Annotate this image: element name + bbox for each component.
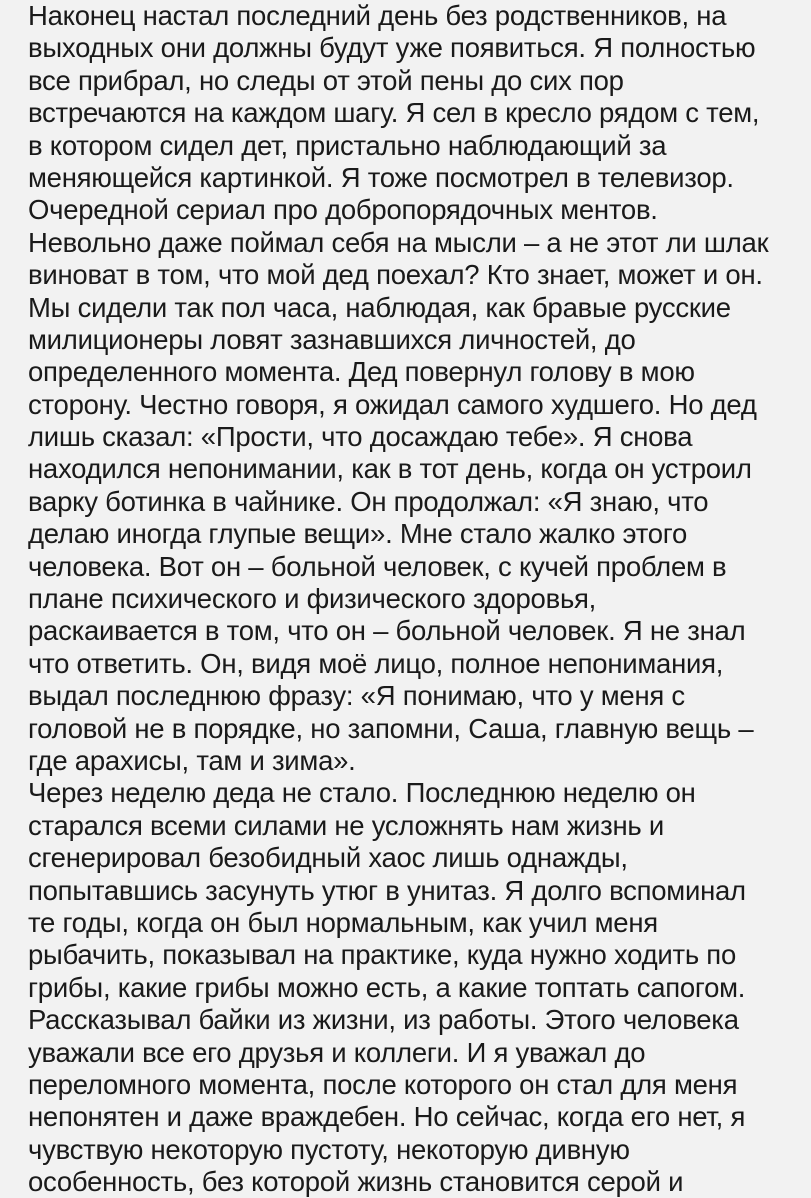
text-line: в котором сидел дет, пристально наблюдающий за — [28, 129, 667, 161]
text-line: рыбачить, показывал на практике, куда нужно ходить по — [28, 939, 736, 971]
text-line: человека. Вот он – больной человек, с кучей проблем в — [28, 550, 727, 582]
text-line: Мы сидели так пол часа, наблюдая, как бравые русские — [28, 291, 731, 323]
text-line: виноват в том, что мой дед поехал? Кто знает, может и он. — [28, 259, 763, 291]
story-text — [28, 0, 808, 1198]
text-line: переломного момента, после которого он стал для меня — [28, 1068, 738, 1100]
text-line: находился непонимании, как в тот день, когда он устроил — [28, 453, 752, 485]
text-line: раскаивается в том, что он – больной человек. Я не знал — [28, 615, 746, 647]
text-line: уважали все его друзья и коллеги. И я уважал до — [28, 1036, 646, 1068]
text-line: определенного момента. Дед повернул голову в мою — [28, 356, 695, 388]
text-line: сторону. Честно говоря, я ожидал самого худшего. Но дед — [28, 388, 757, 420]
text-line: Очередной сериал про добропорядочных ментов. — [28, 194, 658, 226]
text-line: головой не в порядке, но запомни, Саша, главную вещь – — [28, 712, 754, 744]
text-line: Через неделю деда не стало. Последнюю неделю он — [28, 777, 696, 809]
text-line: плане психического и физического здоровья, — [28, 583, 597, 615]
text-line: лишь сказал: «Прости, что досаждаю тебе». Я снова — [28, 421, 693, 453]
text-line: все прибрал, но следы от этой пены до сих пор — [28, 64, 624, 96]
text-line: чувствую некоторую пустоту, некоторую дивную — [28, 1133, 630, 1165]
text-line: Рассказывал байки из жизни, из работы. Этого человека — [28, 1004, 739, 1036]
text-line: выдал последнюю фразу: «Я понимаю, что у меня с — [28, 680, 685, 712]
text-line: непонятен и даже враждебен. Но сейчас, когда его нет, я — [28, 1101, 746, 1133]
text-line: сгенерировал безобидный хаос лишь однажды, — [28, 842, 628, 874]
text-line: грибы, какие грибы можно есть, а какие топтать сапогом. — [28, 971, 746, 1003]
text-line: делаю иногда глупые вещи». Мне стало жалко этого — [28, 518, 688, 550]
text-line: попытавшись засунуть утюг в унитаз. Я долго вспоминал — [28, 874, 746, 906]
text-line: встречаются на каждом шагу. Я сел в кресло рядом с тем, — [28, 97, 760, 129]
text-line: особенность, без которой жизнь становится серой и — [28, 1166, 684, 1198]
text-line: Невольно даже поймал себя на мысли – а не этот ли шлак — [28, 226, 769, 258]
text-line: что ответить. Он, видя моё лицо, полное непонимания, — [28, 647, 724, 679]
text-line: Наконец настал последний день без родственников, на — [28, 0, 727, 31]
text-line: варку ботинка в чайнике. Он продолжал: «Я знаю, что — [28, 485, 709, 517]
text-line: те годы, когда он был нормальным, как учил меня — [28, 906, 658, 938]
text-line: выходных они должны будут уже появиться. Я полностью — [28, 32, 756, 64]
text-line: где арахисы, там и зима». — [28, 744, 356, 776]
text-line: меняющейся картинкой. Я тоже посмотрел в телевизор. — [28, 161, 734, 193]
text-line: милиционеры ловят зазнавшихся личностей, до — [28, 323, 636, 355]
text-line: старался всеми силами не усложнять нам жизнь и — [28, 809, 664, 841]
